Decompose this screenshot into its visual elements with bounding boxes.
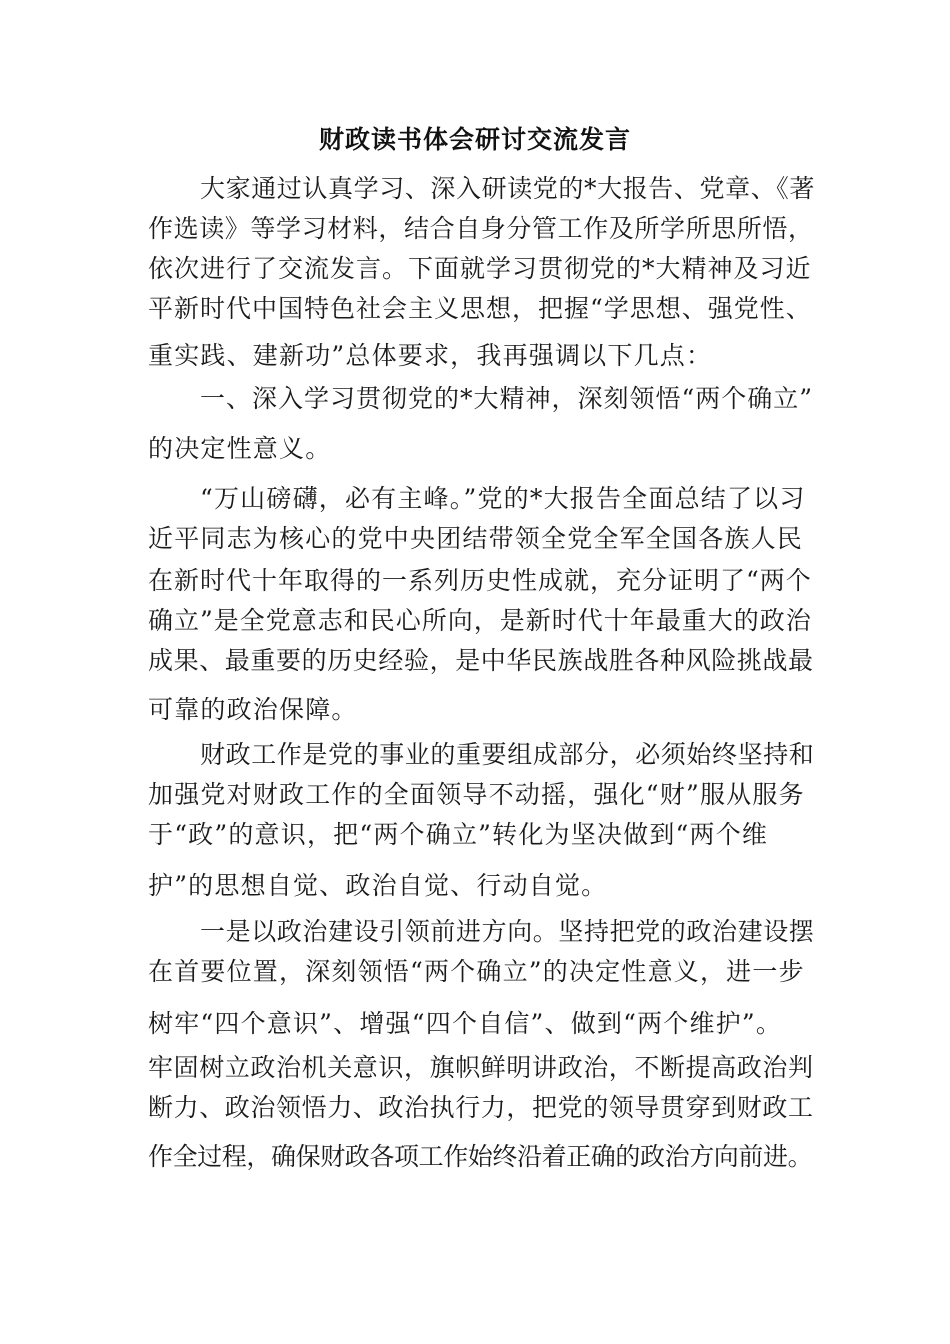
- paragraph-line: 平新时代中国特色社会主义思想，把握“学思想、强党性、: [148, 294, 812, 323]
- paragraph-line: 成果、最重要的历史经验，是中华民族战胜各种风险挑战最: [148, 646, 814, 675]
- paragraph-line: 大家通过认真学习、深入研读党的*大报告、党章、《著: [200, 174, 816, 203]
- paragraph-line: 牢固树立政治机关意识，旗帜鲜明讲政治，不断提高政治判: [148, 1053, 814, 1082]
- paragraph-line: 近平同志为核心的党中央团结带领全党全军全国各族人民: [148, 524, 804, 553]
- paragraph-line: 依次进行了交流发言。下面就学习贯彻党的*大精神及习近: [148, 254, 812, 283]
- section-heading-line: 的决定性意义。: [148, 434, 332, 463]
- paragraph-line: 加强党对财政工作的全面领导不动摇，强化“财”服从服务: [148, 780, 805, 809]
- paragraph-line: 作全过程，确保财政各项工作始终沿着正确的政治方向前进。: [148, 1142, 813, 1171]
- paragraph-line: 在新时代十年取得的一系列历史性成就，充分证明了“两个: [148, 566, 812, 595]
- paragraph-line: 在首要位置，深刻领悟“两个确立”的决定性意义，进一步: [148, 957, 805, 986]
- paragraph-line: 作选读》等学习材料，结合自身分管工作及所学所思所悟，: [148, 214, 814, 243]
- paragraph-line: 护”的思想自觉、政治自觉、行动自觉。: [148, 871, 608, 900]
- paragraph-line: 可靠的政治保障。: [148, 695, 358, 724]
- document-title: 财政读书体会研讨交流发言: [318, 125, 631, 154]
- paragraph-line: 断力、政治领悟力、政治执行力，把党的领导贯穿到财政工: [148, 1093, 814, 1122]
- paragraph-line: 财政工作是党的事业的重要组成部分，必须始终坚持和: [200, 740, 815, 769]
- section-heading-line: 一、深入学习贯彻党的*大精神，深刻领悟“两个确立”: [200, 384, 814, 413]
- paragraph-line: “万山磅礴，必有主峰。”党的*大报告全面总结了以习: [200, 484, 806, 513]
- paragraph-line: 一是以政治建设引领前进方向。坚持把党的政治建设摆: [200, 917, 815, 946]
- paragraph-line: 确立”是全党意志和民心所向，是新时代十年最重大的政治: [148, 606, 812, 635]
- paragraph-line: 于“政”的意识，把“两个确立”转化为坚决做到“两个维: [148, 820, 769, 849]
- paragraph-line: 重实践、建新功”总体要求，我再强调以下几点：: [148, 341, 713, 370]
- paragraph-line: 树牢“四个意识”、增强“四个自信”、做到“两个维护”。: [148, 1009, 783, 1038]
